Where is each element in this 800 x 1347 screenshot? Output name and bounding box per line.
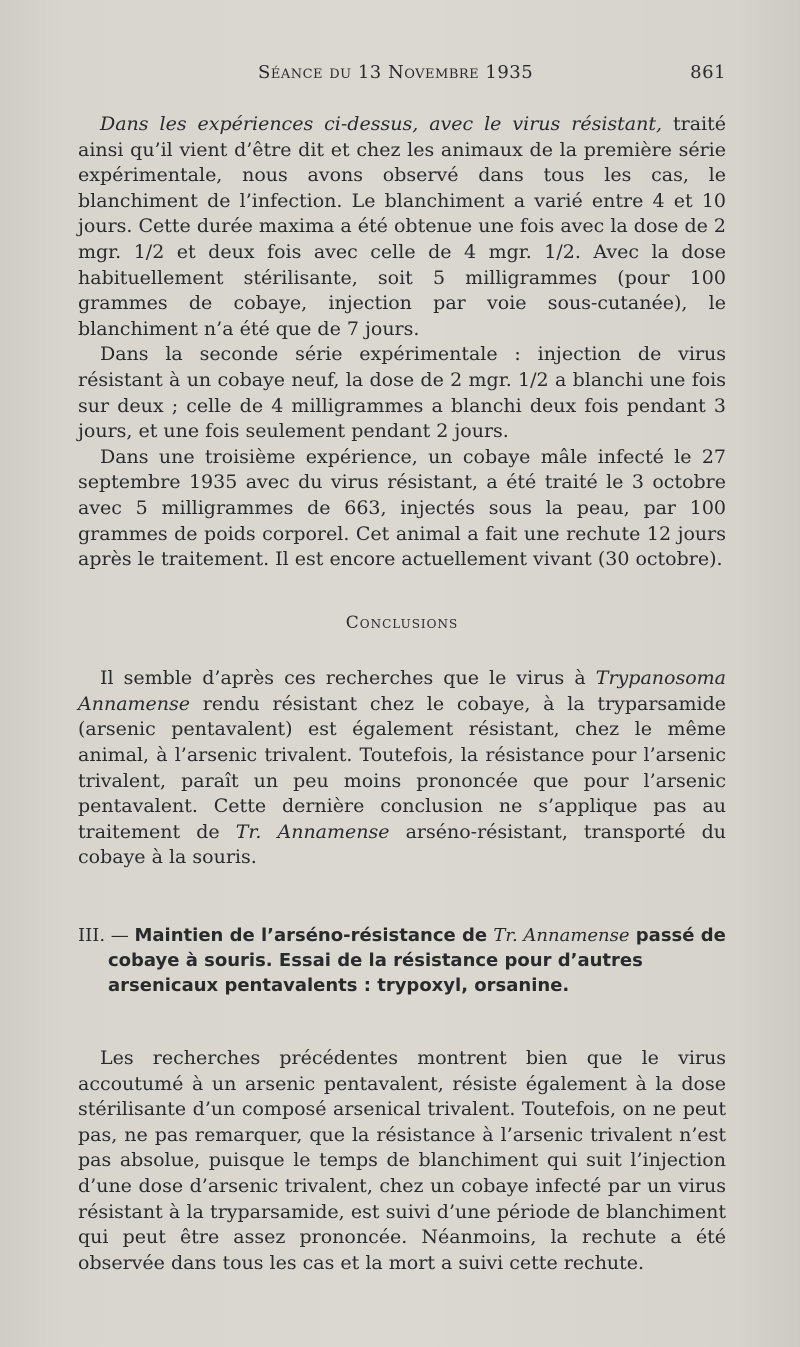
- paragraph-1-rest: traité ainsi qu’il vient d’être dit et chez les animaux de la première série expérimentale, nous avons observé dans tous les cas, le blanchiment de l’infection. Le blanchiment a varié entre 4 et 10 jours. Cette durée maxima a été obtenue une fois avec la dose de 2 mgr. 1/2 et deux fois avec celle de 4 mgr. 1/2. Avec la dose habituellement stérilisante, soit 5 milligrammes (pour 100 grammes de cobaye, injection par voie sous-cutanée), le blanchiment n’a été que de 7 jours.: [78, 113, 726, 340]
- section-title-species: Tr. Annamense: [493, 925, 630, 947]
- section-title-b: passé de cobaye à souris. Essai de la résistance pour d’autres arsenicaux pentavalents : trypoxyl, orsanine.: [108, 925, 726, 997]
- paragraph-5: Les recherches précédentes montrent bien que le virus accoutumé à un arsenic pentavalent, résiste également à la dose stérilisante d’un composé arsenical trivalent. Toutefois, on ne peut pas, ne pas remarquer, que la résistance à l’arsenic trivalent n’est pas absolue, puisque le temps de blanchiment qui suit l’injection d’une dose d’arsenic trivalent, chez un cobaye infecté par un virus résistant à la tryparsamide, est suivi d’une période de blanchiment qui peut être assez prononcée. Néanmoins, la rechute a été observée dans tous les cas et la mort a suivi cette rechute.: [78, 1047, 726, 1274]
- section-number: III. —: [78, 925, 135, 947]
- paragraph-4-a: Il semble d’après ces recherches que le virus à: [100, 667, 596, 690]
- paragraph-4-species: Trypanosoma Annamense: [78, 667, 726, 715]
- paragraph-3: Dans une troisième expérience, un cobaye mâle infecté le 27 septembre 1935 avec du virus résistant, a été traité le 3 octobre avec 5 milligrammes de 663, injectés sous la peau, par 100 grammes de poids corporel. Cet animal a fait une rechute 12 jours après le traitement. Il est encore actuellement vivant (30 octobre).: [78, 445, 726, 571]
- running-head: Séance du 13 Novembre 1935: [258, 62, 534, 83]
- paragraph-4: [78, 666, 726, 871]
- section-title-a: Maintien de l’arséno-résistance de: [134, 925, 494, 947]
- conclusions-heading: Conclusions: [345, 612, 459, 633]
- paragraph-4-c: arséno-résistant, transporté du cobaye à la souris.: [78, 820, 726, 869]
- section-title: [78, 923, 726, 998]
- paragraph-1-lead: Dans les expériences ci-dessus, avec le virus résistant,: [100, 113, 663, 135]
- page-header: [78, 62, 726, 90]
- body-text: [78, 112, 726, 1276]
- paragraph-4-species-abbrev: Tr. Annamense: [235, 820, 390, 843]
- paragraph-2: Dans la seconde série expérimentale : injection de virus résistant à un cobaye neuf, la dose de 2 mgr. 1/2 a blanchi une fois sur deux ; celle de 4 milligrammes a blanchi deux fois pendant 3 jours, et une fois seulement pendant 2 jours.: [78, 343, 726, 443]
- paragraph-1: [78, 112, 726, 342]
- paragraph-4-b: rendu résistant chez le cobaye, à la tryparsamide (arsenic pentavalent) est également résistant, chez le même animal, à l’arsenic trivalent. Toutefois, la résistance pour l’arsenic trivalent, paraît un peu moins prononcée que pour l’arsenic pentavalent. Cette dernière conclusion ne s’applique pas au traitement de: [78, 692, 726, 843]
- page-number: 861: [690, 62, 726, 83]
